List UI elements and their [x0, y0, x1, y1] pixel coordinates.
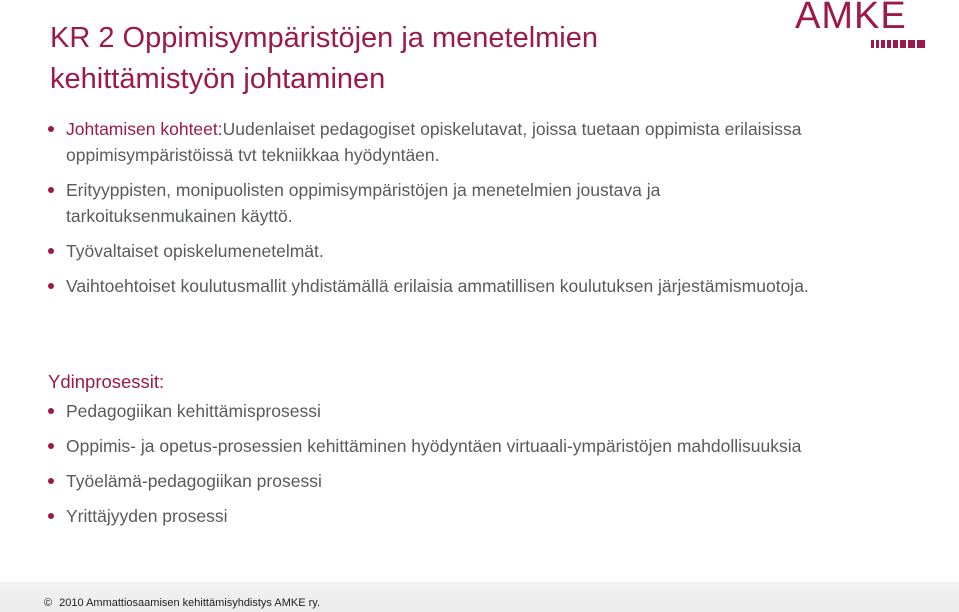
- slide-title-line1: KR 2 Oppimisympäristöjen ja menetelmien: [50, 22, 598, 54]
- list-item-text: Vaihtoehtoiset koulutusmallit yhdistämällä erilaisia ammatillisen koulutuksen järjestämismuotoja.: [66, 276, 809, 296]
- slide-title-line2: kehittämistyön johtaminen: [50, 63, 386, 95]
- list-item: [48, 503, 828, 529]
- bullet-dot-icon: [48, 283, 54, 289]
- list-item: [48, 116, 828, 168]
- list-item: [48, 238, 828, 264]
- list-item-text: Työelämä-pedagogiikan prosessi: [66, 471, 322, 491]
- list-item: [48, 398, 828, 424]
- bullet-dot-icon: [48, 248, 54, 254]
- list-item: [48, 433, 828, 459]
- amke-logo: [795, 0, 925, 52]
- list-item-text: Työvaltaiset opiskelumenetelmät.: [66, 241, 324, 261]
- list-item-text: Pedagogiikan kehittämisprosessi: [66, 401, 321, 421]
- list-item-text: Erityyppisten, monipuolisten oppimisympäristöjen ja menetelmien joustava ja tarkoituksenmukainen käyttö.: [66, 180, 661, 226]
- bullet-dot-icon: [48, 513, 54, 519]
- bullet-dot-icon: [48, 408, 54, 414]
- bullet-dot-icon: [48, 187, 54, 193]
- bullet-dot-icon: [48, 478, 54, 484]
- list-item-text: Oppimis- ja opetus-prosessien kehittäminen hyödyntäen virtuaali-ympäristöjen mahdollisuuksia: [66, 436, 802, 456]
- list-item-lead: Johtamisen kohteet:: [66, 119, 223, 139]
- list-item-text: Yrittäjyyden prosessi: [66, 506, 228, 526]
- list-item-text: Uudenlaiset pedagogiset opiskelutavat, joissa tuetaan oppimista erilaisissa oppimisympäristöissä tvt tekniikkaa hyödyntäen.: [66, 119, 802, 165]
- focus-areas-list: [48, 116, 828, 308]
- footer: [0, 582, 959, 612]
- list-item: [48, 468, 828, 494]
- copyright-icon: ©: [44, 597, 53, 609]
- logo-text: AMKE: [795, 0, 907, 37]
- slide-title: [50, 18, 770, 100]
- bullet-dot-icon: [48, 126, 54, 132]
- section-heading: Ydinprosessit:: [48, 371, 165, 392]
- list-item: [48, 273, 828, 299]
- core-processes-list: [48, 398, 828, 538]
- bullet-dot-icon: [48, 443, 54, 449]
- list-item: [48, 177, 828, 229]
- footer-text: 2010 Ammattiosaamisen kehittämisyhdistys AMKE ry.: [59, 597, 321, 609]
- footer-copyright: [44, 596, 320, 610]
